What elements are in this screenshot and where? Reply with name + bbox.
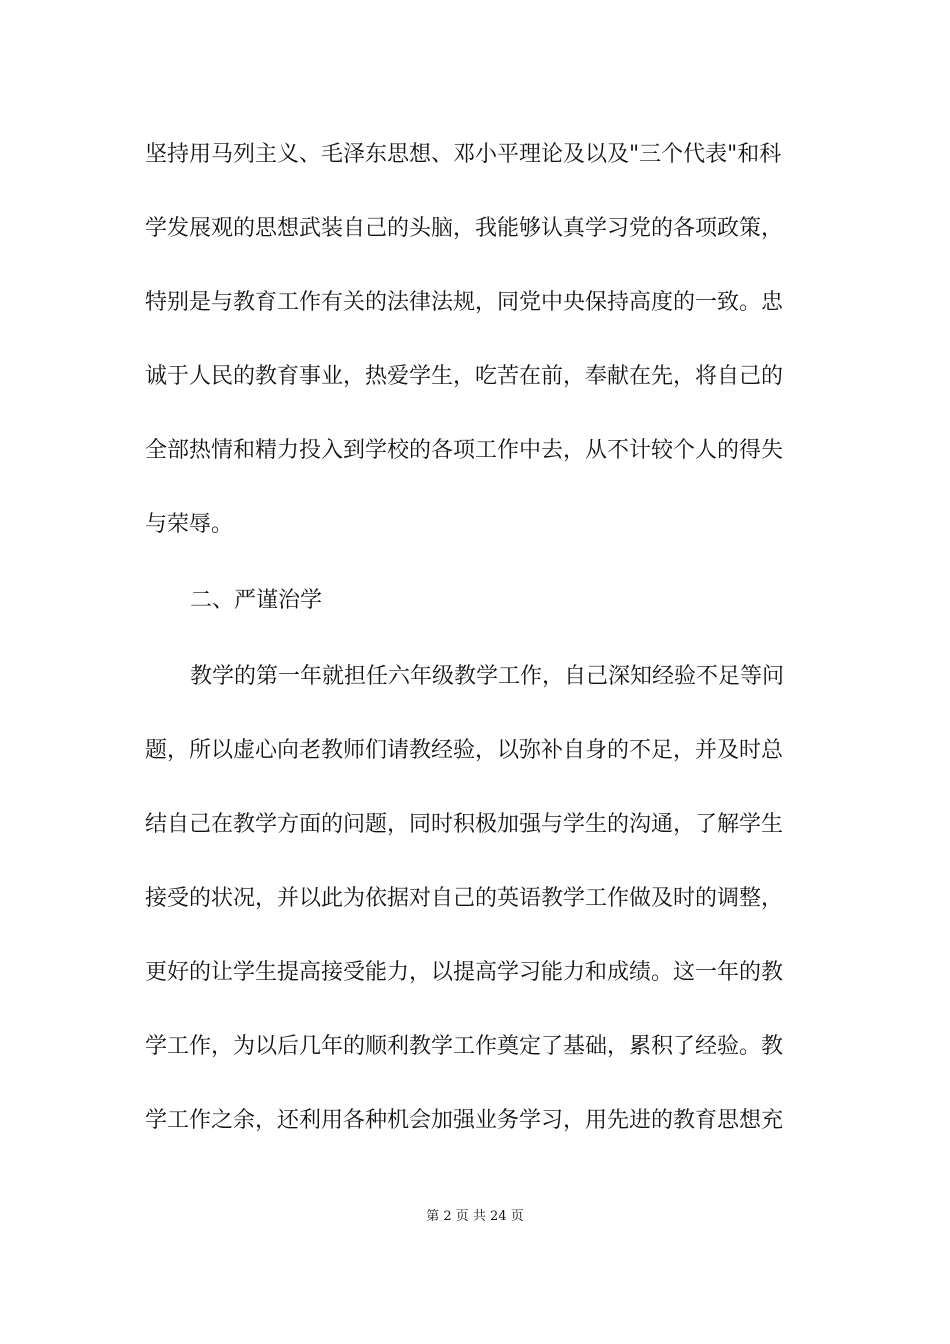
body-text-line: 特别是与教育工作有关的法律法规，同党中央保持高度的一致。忠: [145, 290, 784, 315]
body-text-line: 全部热情和精力投入到学校的各项工作中去，从不计较个人的得失: [145, 438, 784, 463]
body-text-line: 诚于人民的教育事业，热爱学生，吃苦在前，奉献在先，将自己的: [145, 364, 784, 389]
body-text-line: 教学的第一年就担任六年级教学工作，自己深知经验不足等问: [190, 664, 785, 689]
body-text-line: 坚持用马列主义、毛泽东思想、邓小平理论及以及"三个代表"和科: [145, 142, 782, 167]
body-text-line: 结自己在教学方面的问题，同时积极加强与学生的沟通，了解学生: [145, 812, 784, 837]
body-text-line: 学工作之余，还利用各种机会加强业务学习，用先进的教育思想充: [145, 1108, 784, 1133]
body-text-line: 更好的让学生提高接受能力，以提高学习能力和成绩。这一年的教: [145, 960, 784, 985]
body-text-line: 与荣辱。: [145, 512, 234, 537]
body-text-line: 学发展观的思想武装自己的头脑，我能够认真学习党的各项政策，: [145, 216, 784, 241]
body-text-line: 接受的状况，并以此为依据对自己的英语教学工作做及时的调整，: [145, 886, 784, 911]
body-text-line: 题，所以虚心向老教师们请教经验，以弥补自身的不足，并及时总: [145, 738, 784, 763]
body-text-line: 学工作，为以后几年的顺利教学工作奠定了基础，累积了经验。教: [145, 1034, 784, 1059]
section-heading: 二、严谨治学: [190, 588, 323, 613]
page-number-footer: 第 2 页 共 24 页: [426, 1209, 524, 1224]
